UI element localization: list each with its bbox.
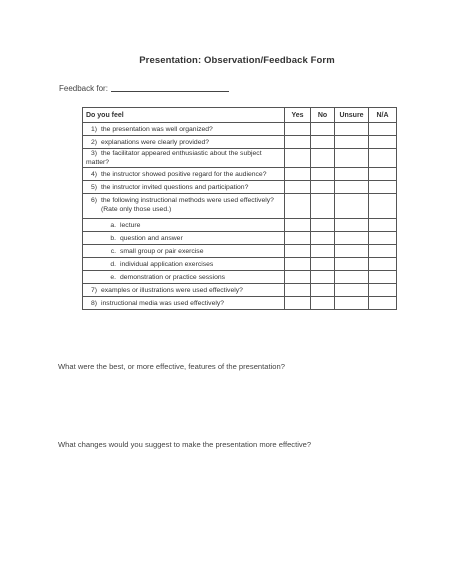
- answer-cell-no[interactable]: [311, 181, 335, 194]
- answer-cell-yes[interactable]: [285, 297, 311, 310]
- answer-cell-unsure[interactable]: [335, 284, 369, 297]
- sub-question-text: small group or pair exercise: [120, 247, 204, 255]
- sub-question-text: lecture: [120, 221, 141, 229]
- answer-cell-no[interactable]: [311, 168, 335, 181]
- question-text: the following instructional methods were used effectively? (Rate only those used.): [101, 197, 274, 213]
- table-row: [83, 232, 397, 245]
- question-number: 8): [90, 299, 97, 307]
- question-number: 2): [90, 138, 97, 146]
- question-cell: [83, 194, 285, 219]
- sub-question-letter: a.: [110, 221, 116, 229]
- answer-cell-yes[interactable]: [285, 258, 311, 271]
- answer-cell-na[interactable]: [369, 271, 397, 284]
- question-text: the facilitator appeared enthusiastic about the subject matter?: [86, 150, 262, 166]
- column-header-question: Do you feel: [83, 108, 285, 123]
- answer-cell-no[interactable]: [311, 258, 335, 271]
- answer-cell-no[interactable]: [311, 245, 335, 258]
- question-number: 7): [90, 286, 97, 294]
- answer-cell-yes[interactable]: [285, 181, 311, 194]
- feedback-table: [82, 107, 397, 310]
- table-row: [83, 297, 397, 310]
- answer-cell-na[interactable]: [369, 245, 397, 258]
- table-row: [83, 168, 397, 181]
- answer-cell-na[interactable]: [369, 297, 397, 310]
- answer-cell-na[interactable]: [369, 258, 397, 271]
- answer-cell-na[interactable]: [369, 123, 397, 136]
- question-number: 4): [90, 170, 97, 178]
- table-row: [83, 123, 397, 136]
- question-cell: [83, 284, 285, 297]
- question-cell: [83, 168, 285, 181]
- table-row: [83, 258, 397, 271]
- answer-cell-no[interactable]: [311, 219, 335, 232]
- answer-cell-unsure[interactable]: [335, 136, 369, 149]
- question-suggested-changes: What changes would you suggest to make the presentation more effective?: [58, 440, 312, 449]
- answer-cell-yes[interactable]: [285, 284, 311, 297]
- table-row: [83, 149, 397, 168]
- answer-cell-unsure[interactable]: [335, 232, 369, 245]
- sub-question-cell: [83, 271, 285, 284]
- answer-cell-na[interactable]: [369, 168, 397, 181]
- sub-question-text: question and answer: [120, 234, 183, 242]
- answer-cell-na[interactable]: [369, 181, 397, 194]
- answer-cell-yes[interactable]: [285, 149, 311, 168]
- question-number: 3): [90, 150, 97, 157]
- answer-cell-unsure[interactable]: [335, 123, 369, 136]
- sub-question-cell: [83, 258, 285, 271]
- sub-question-cell: [83, 245, 285, 258]
- answer-cell-no[interactable]: [311, 149, 335, 168]
- answer-cell-unsure[interactable]: [335, 297, 369, 310]
- answer-cell-no[interactable]: [311, 123, 335, 136]
- sub-question-cell: [83, 232, 285, 245]
- column-header-yes: Yes: [285, 108, 311, 123]
- table-row: [83, 271, 397, 284]
- column-header-unsure: Unsure: [335, 108, 369, 123]
- answer-cell-no[interactable]: [311, 284, 335, 297]
- answer-cell-unsure[interactable]: [335, 194, 369, 219]
- question-text: examples or illustrations were used effectively?: [101, 286, 243, 294]
- answer-cell-yes[interactable]: [285, 123, 311, 136]
- question-cell: [83, 136, 285, 149]
- answer-cell-unsure[interactable]: [335, 149, 369, 168]
- answer-cell-unsure[interactable]: [335, 258, 369, 271]
- feedback-for-blank[interactable]: [111, 85, 229, 92]
- answer-cell-no[interactable]: [311, 271, 335, 284]
- answer-cell-yes[interactable]: [285, 219, 311, 232]
- table-row: [83, 136, 397, 149]
- table-header-row: [83, 108, 397, 123]
- answer-cell-yes[interactable]: [285, 245, 311, 258]
- table-row: [83, 181, 397, 194]
- answer-cell-na[interactable]: [369, 232, 397, 245]
- answer-cell-yes[interactable]: [285, 232, 311, 245]
- column-header-no: No: [311, 108, 335, 123]
- sub-question-letter: e.: [110, 273, 116, 281]
- question-number: 1): [90, 125, 97, 133]
- question-cell: [83, 123, 285, 136]
- question-cell: [83, 149, 285, 168]
- answer-cell-unsure[interactable]: [335, 245, 369, 258]
- answer-cell-na[interactable]: [369, 149, 397, 168]
- answer-cell-yes[interactable]: [285, 271, 311, 284]
- feedback-for-label: Feedback for:: [59, 84, 108, 93]
- sub-question-letter: d.: [110, 260, 116, 268]
- answer-cell-na[interactable]: [369, 284, 397, 297]
- answer-cell-yes[interactable]: [285, 168, 311, 181]
- sub-question-letter: c.: [110, 247, 116, 255]
- question-cell: [83, 181, 285, 194]
- question-cell: [83, 297, 285, 310]
- question-number: 5): [90, 183, 97, 191]
- answer-cell-no[interactable]: [311, 297, 335, 310]
- question-best-features: What were the best, or more effective, features of the presentation?: [58, 362, 285, 371]
- question-text: the instructor invited questions and participation?: [101, 183, 249, 191]
- table-row: [83, 284, 397, 297]
- feedback-for-line: [59, 84, 229, 93]
- answer-cell-no[interactable]: [311, 136, 335, 149]
- form-title: Presentation: Observation/Feedback Form: [139, 55, 335, 66]
- question-text: the presentation was well organized?: [101, 125, 213, 133]
- table-row: [83, 245, 397, 258]
- question-number: 6): [90, 197, 97, 204]
- answer-cell-yes[interactable]: [285, 136, 311, 149]
- answer-cell-na[interactable]: [369, 219, 397, 232]
- sub-question-text: demonstration or practice sessions: [120, 273, 226, 281]
- sub-question-cell: [83, 219, 285, 232]
- sub-question-letter: b.: [110, 234, 116, 242]
- answer-cell-no[interactable]: [311, 232, 335, 245]
- answer-cell-yes[interactable]: [285, 194, 311, 219]
- question-text: explanations were clearly provided?: [101, 138, 210, 146]
- question-text: the instructor showed positive regard for the audience?: [101, 170, 267, 178]
- answer-cell-na[interactable]: [369, 194, 397, 219]
- column-header-na: N/A: [369, 108, 397, 123]
- answer-cell-unsure[interactable]: [335, 219, 369, 232]
- question-text: instructional media was used effectively?: [101, 299, 225, 307]
- answer-cell-no[interactable]: [311, 194, 335, 219]
- table-row: [83, 219, 397, 232]
- answer-cell-unsure[interactable]: [335, 181, 369, 194]
- table-row: [83, 194, 397, 219]
- answer-cell-na[interactable]: [369, 136, 397, 149]
- sub-question-text: individual application exercises: [120, 260, 214, 268]
- answer-cell-unsure[interactable]: [335, 271, 369, 284]
- answer-cell-unsure[interactable]: [335, 168, 369, 181]
